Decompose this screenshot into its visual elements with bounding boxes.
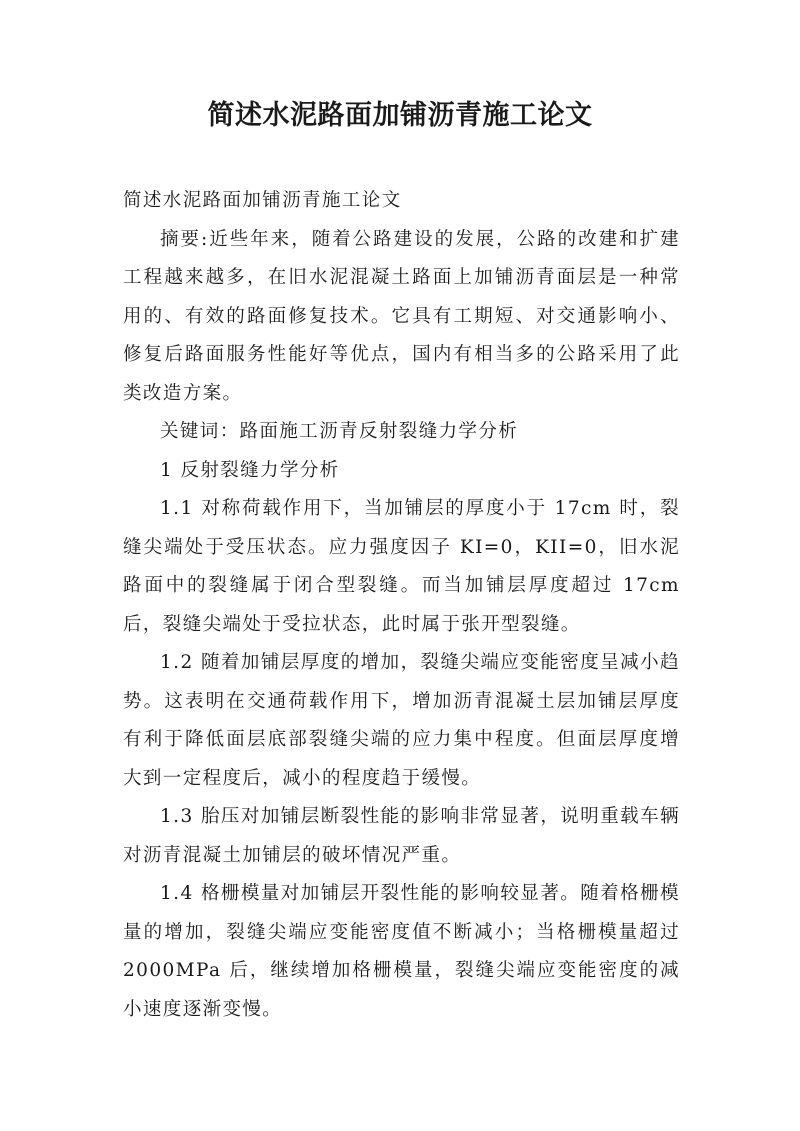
- abstract-paragraph: 摘要:近些年来，随着公路建设的发展，公路的改建和扩建工程越来越多，在旧水泥混凝土路面上加铺沥青面层是一种常用的、有效的路面修复技术。它具有工期短、对交通影响小、修复后路面服务性能好等优点，国内有相当多的公路采用了此类改造方案。: [123, 228, 680, 404]
- section-heading: 1 反射裂缝力学分析: [160, 459, 340, 481]
- section-1-1-paragraph: 1.1 对称荷载作用下，当加铺层的厚度小于 17cm 时，裂缝尖端处于受压状态。应力强度因子 KI=0，KII=0，旧水泥路面中的裂缝属于闭合型裂缝。而当加铺层厚度超过 17cm 后，裂缝尖端处于受拉状态，此时属于张开型裂缝。: [123, 498, 680, 635]
- subtitle-paragraph: 简述水泥路面加铺沥青施工论文: [123, 190, 402, 211]
- section-1-4-paragraph: 1.4 格栅模量对加铺层开裂性能的影响较显著。随着格栅模量的增加，裂缝尖端应变能密度值不断减小；当格栅模量超过 2000MPa 后，继续增加格栅模量，裂缝尖端应变能密度的减小速度逐渐变慢。: [123, 883, 680, 1020]
- keywords-paragraph: 关键词：路面施工沥青反射裂缝力学分析: [160, 421, 519, 442]
- document-title: 简述水泥路面加铺沥青施工论文: [207, 100, 593, 131]
- section-1-2-paragraph: 1.2 随着加铺层厚度的增加，裂缝尖端应变能密度呈减小趋势。这表明在交通荷载作用下，增加沥青混凝土层加铺层厚度有利于降低面层底部裂缝尖端的应力集中程度。但面层厚度增大到一定程度后，减小的程度趋于缓慢。: [123, 652, 680, 789]
- document-body: [123, 182, 680, 1029]
- section-1-3-paragraph: 1.3 胎压对加铺层断裂性能的影响非常显著，说明重载车辆对沥青混凝土加铺层的破坏情况严重。: [123, 806, 680, 866]
